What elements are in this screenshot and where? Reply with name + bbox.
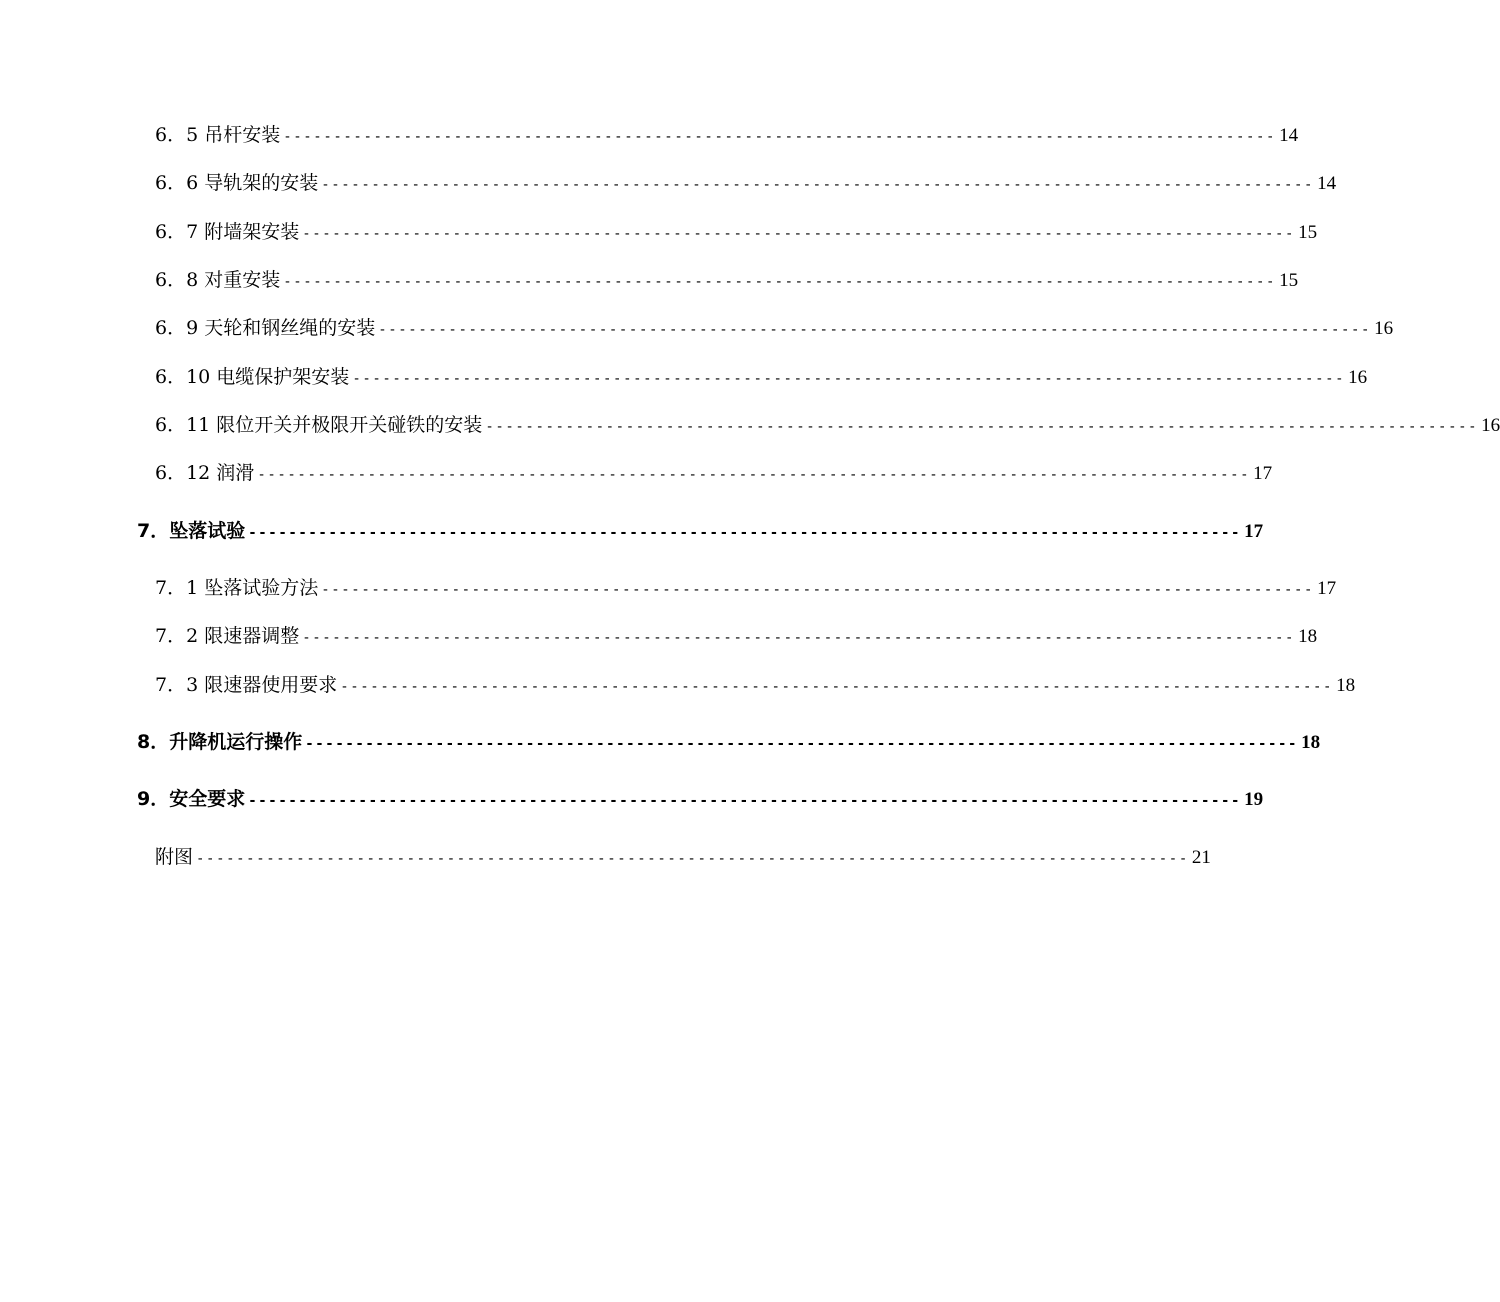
toc-page-number: 14 — [1317, 173, 1337, 194]
toc-leader: --------------------------------------------------------------------------------------------------- — [378, 322, 1372, 338]
toc-entry-label: 7．2 限速器调整 — [155, 625, 300, 647]
toc-leader: --------------------------------------------------------------------------------------------------- — [283, 129, 1277, 145]
toc-entry-label: 6．11 限位开关并极限开关碰铁的安装 — [155, 414, 483, 436]
toc-page-number: 16 — [1348, 367, 1368, 388]
toc-entry-label: 6．8 对重安装 — [155, 269, 281, 291]
toc-entry-label: 6．6 导轨架的安装 — [155, 172, 319, 194]
toc-entry-label: 7．3 限速器使用要求 — [155, 674, 338, 696]
toc-entry[interactable] — [155, 220, 1318, 246]
toc-page-number: 21 — [1191, 847, 1211, 868]
toc-page-number: 16 — [1481, 415, 1500, 436]
toc-chapter-entry[interactable] — [137, 519, 1264, 545]
toc-leader: --------------------------------------------------------------------------------------------------- — [302, 630, 1296, 646]
toc-entry[interactable] — [155, 268, 1299, 294]
toc-leader: --------------------------------------------------------------------------------------------------- — [340, 679, 1334, 695]
toc-entry-label: 6．7 附墙架安装 — [155, 221, 300, 243]
toc-appendix-entry[interactable] — [155, 845, 1211, 871]
toc-entry-label: 9．安全要求 — [137, 788, 246, 810]
toc-chapter-entry[interactable] — [137, 787, 1264, 813]
toc-entry-label: 7．坠落试验 — [137, 520, 246, 542]
toc-leader: --------------------------------------------------------------------------------------------------- — [248, 525, 1242, 541]
toc-page-number: 18 — [1298, 626, 1318, 647]
toc-leader: --------------------------------------------------------------------------------------------------- — [321, 177, 1315, 193]
toc-chapter-entry[interactable] — [137, 730, 1321, 756]
toc-page-number: 15 — [1279, 270, 1299, 291]
toc-leader: --------------------------------------------------------------------------------------------------- — [248, 793, 1242, 809]
toc-leader: --------------------------------------------------------------------------------------------------- — [302, 226, 1296, 242]
toc-entry[interactable] — [155, 624, 1318, 650]
toc-entry-label: 6．12 润滑 — [155, 462, 255, 484]
toc-page-number: 17 — [1253, 463, 1273, 484]
toc-page-number: 18 — [1336, 675, 1356, 696]
toc-entry[interactable] — [155, 461, 1273, 487]
toc-page-number: 17 — [1244, 521, 1264, 542]
toc-page-number: 19 — [1244, 789, 1264, 810]
toc-entry[interactable] — [155, 123, 1299, 149]
toc-leader: --------------------------------------------------------------------------------------------------- — [485, 419, 1479, 435]
toc-entry-label: 6．10 电缆保护架安装 — [155, 366, 350, 388]
toc-leader: --------------------------------------------------------------------------------------------------- — [257, 467, 1251, 483]
toc-page-number: 18 — [1301, 732, 1321, 753]
toc-page-number: 17 — [1317, 578, 1337, 599]
toc-leader: --------------------------------------------------------------------------------------------------- — [321, 582, 1315, 598]
toc-entry-label: 8．升降机运行操作 — [137, 731, 303, 753]
toc-leader: --------------------------------------------------------------------------------------------------- — [196, 851, 1189, 867]
toc-entry[interactable] — [155, 673, 1356, 699]
toc-entry[interactable] — [155, 413, 1500, 439]
toc-entry-label: 6．9 天轮和钢丝绳的安装 — [155, 317, 376, 339]
toc-page-number: 16 — [1374, 318, 1394, 339]
toc-page-number: 15 — [1298, 222, 1318, 243]
toc-leader: --------------------------------------------------------------------------------------------------- — [352, 371, 1346, 387]
toc-page-number: 14 — [1279, 125, 1299, 146]
toc-entry[interactable] — [155, 576, 1337, 602]
toc-entry-label: 附图 — [155, 846, 194, 868]
toc-entry[interactable] — [155, 316, 1394, 342]
toc-entry-label: 7．1 坠落试验方法 — [155, 577, 319, 599]
toc-entry[interactable] — [155, 365, 1368, 391]
toc-leader: --------------------------------------------------------------------------------------------------- — [305, 736, 1299, 752]
toc-entry-label: 6．5 吊杆安装 — [155, 124, 281, 146]
toc-entry[interactable] — [155, 171, 1337, 197]
toc-leader: --------------------------------------------------------------------------------------------------- — [283, 274, 1277, 290]
